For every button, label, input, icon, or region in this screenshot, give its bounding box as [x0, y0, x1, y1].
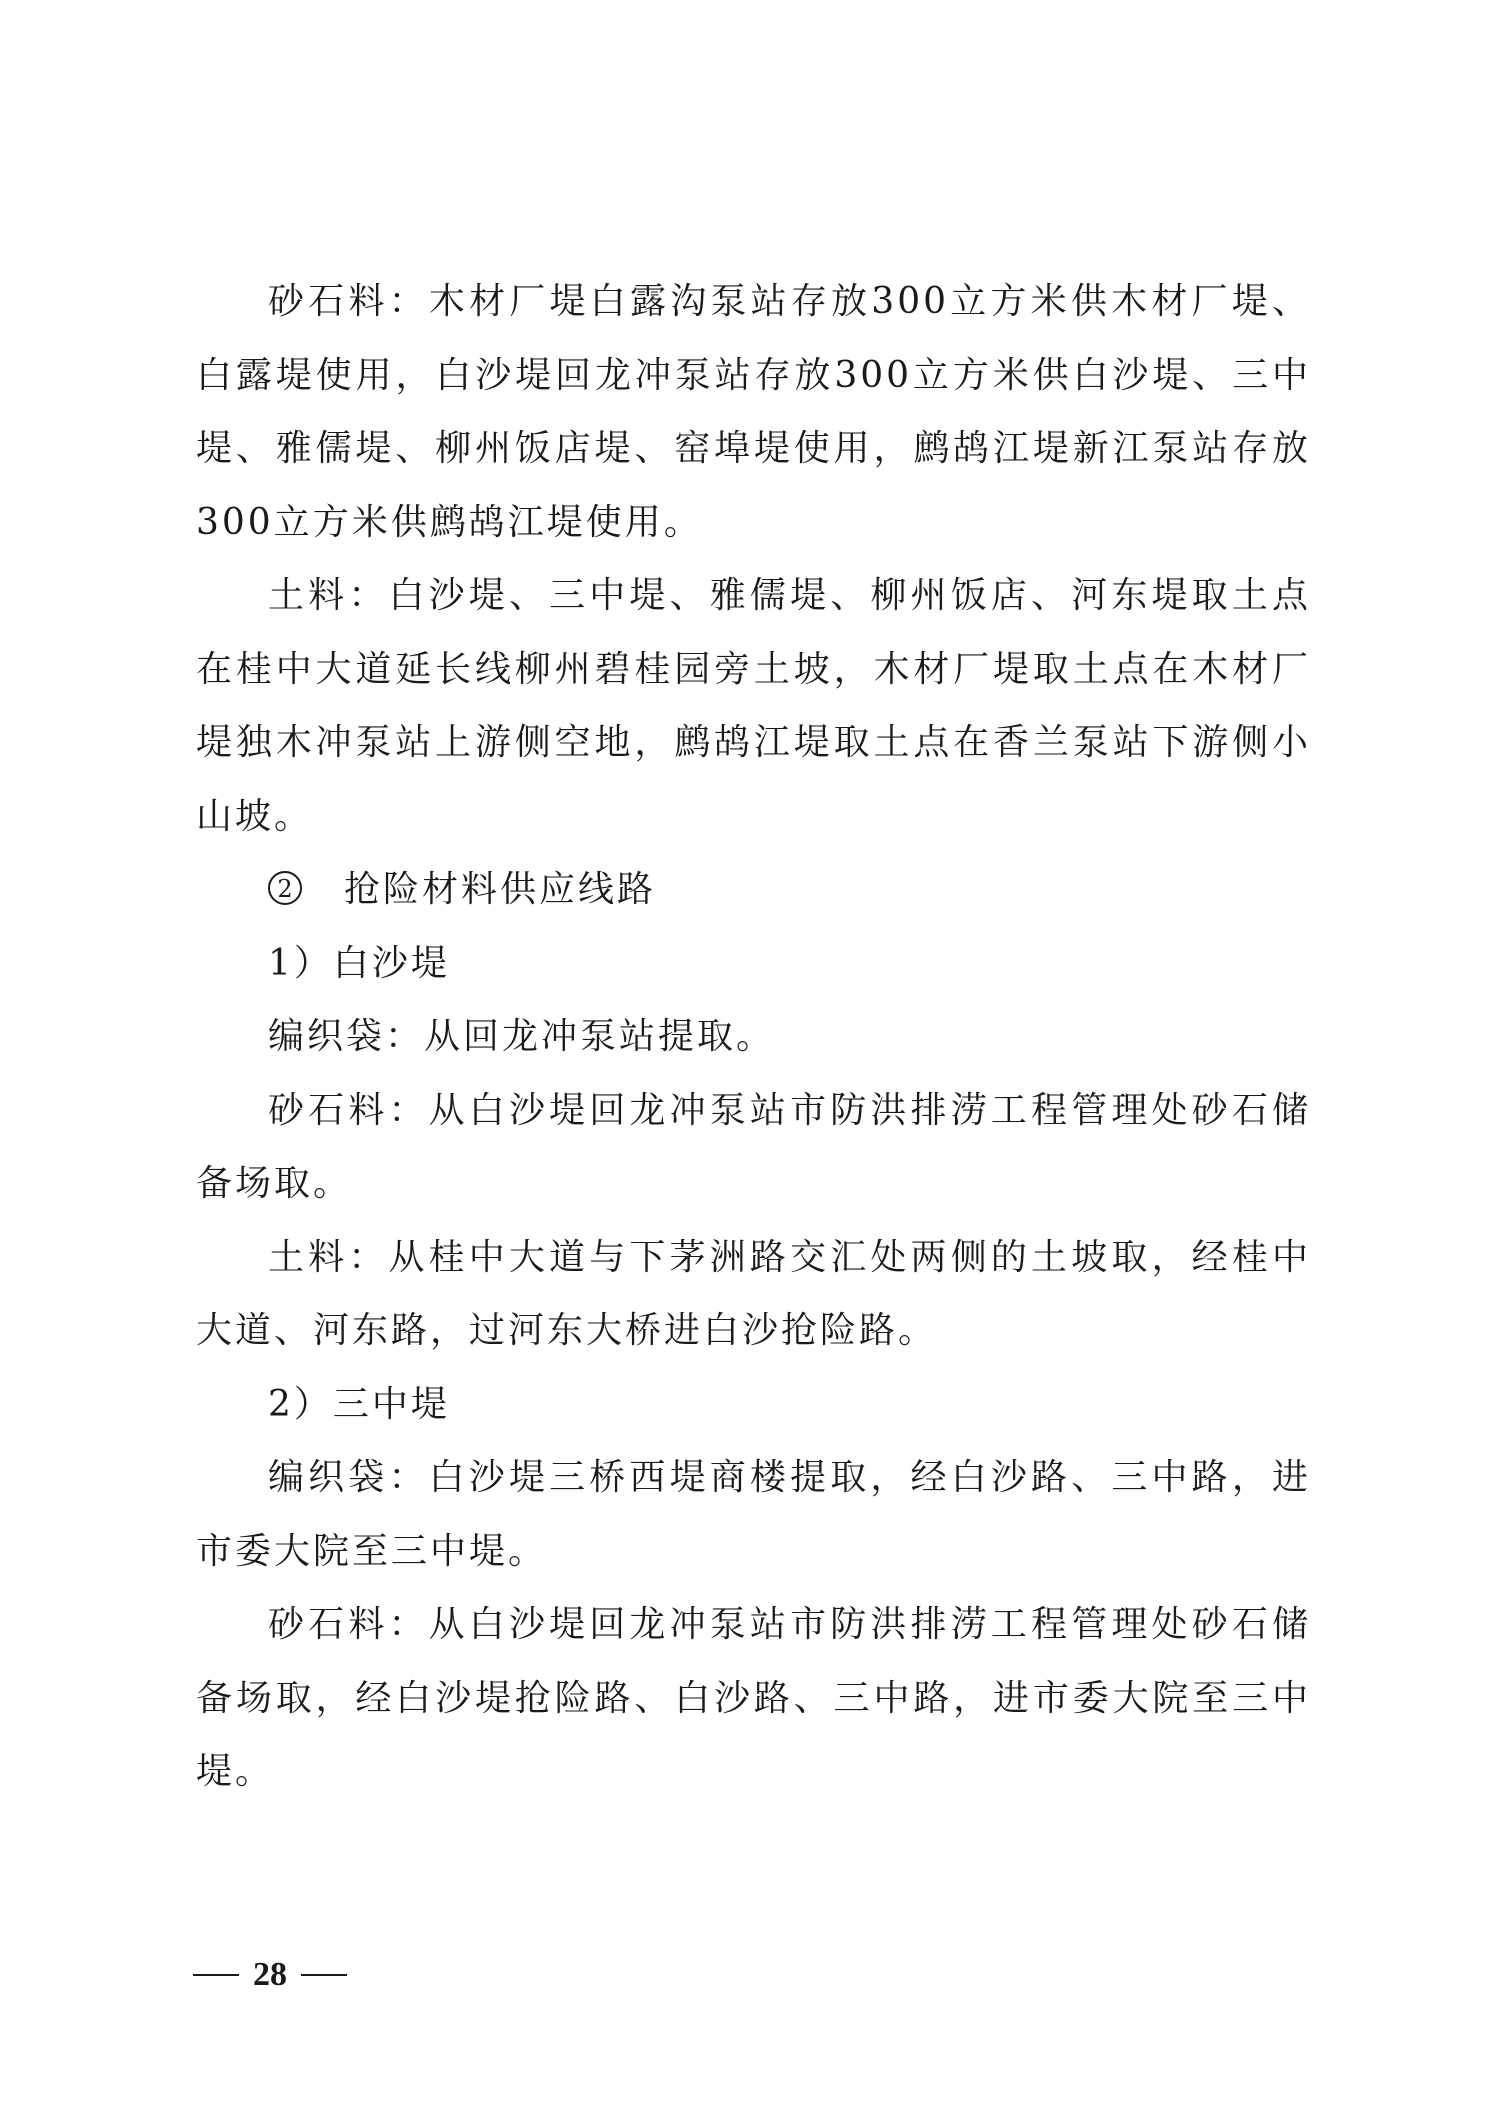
- paragraph-sanzhong-gravel: 砂石料：从白沙堤回龙冲泵站市防洪排涝工程管理处砂石储备场取，经白沙堤抢险路、白沙路、三中路，进市委大院至三中堤。: [196, 1604, 1311, 1792]
- section-heading: [196, 853, 1311, 927]
- subheading-sanzhong-levee: 2）三中堤: [268, 1383, 450, 1425]
- circled-number: 2: [268, 871, 302, 905]
- paragraph-baisha-bags: 编织袋：从回龙冲泵站提取。: [268, 1016, 776, 1057]
- page-number: 28: [253, 1956, 287, 1993]
- subheading-baisha-levee: 1）白沙堤: [268, 942, 450, 984]
- paragraph-sand-gravel-storage: 砂石料：木材厂堤白露沟泵站存放300立方米供木材厂堤、白露堤使用，白沙堤回龙冲泵站存放300立方米供白沙堤、三中堤、雅儒堤、柳州饭店堤、窑埠堤使用，鹧鸪江堤新江泵站存放300立方米供鹧鸪江堤使用。: [196, 281, 1311, 543]
- footer-dash-right: [301, 1974, 347, 1976]
- paragraph-sanzhong-bags: 编织袋：白沙堤三桥西堤商楼提取，经白沙路、三中路，进市委大院至三中堤。: [196, 1457, 1311, 1572]
- paragraph-earth-material-sites: 土料：白沙堤、三中堤、雅儒堤、柳州饭店、河东堤取土点在桂中大道延长线柳州碧桂园旁土坡，木材厂堤取土点在木材厂堤独木冲泵站上游侧空地，鹧鸪江堤取土点在香兰泵站下游侧小山坡。: [196, 575, 1311, 837]
- footer-dash-left: [193, 1974, 239, 1976]
- section-heading-text: 抢险材料供应线路: [344, 869, 657, 910]
- paragraph-baisha-gravel: 砂石料：从白沙堤回龙冲泵站市防洪排涝工程管理处砂石储备场取。: [196, 1089, 1311, 1204]
- document-body: [196, 265, 1311, 1809]
- page-footer: [193, 1956, 347, 1994]
- paragraph-baisha-earth: 土料：从桂中大道与下茅洲路交汇处两侧的土坡取，经桂中大道、河东路，过河东大桥进白沙抢险路。: [196, 1236, 1311, 1351]
